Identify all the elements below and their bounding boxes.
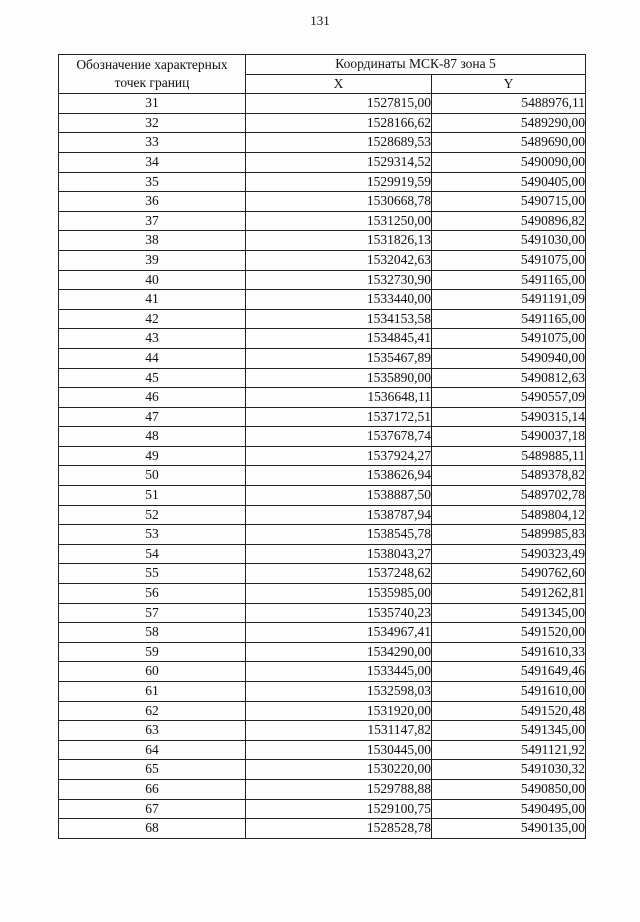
y-coordinate-cell: 5490315,14 [432, 407, 586, 427]
x-coordinate-cell: 1535890,00 [246, 368, 432, 388]
table-row [59, 819, 586, 839]
y-coordinate-cell: 5490405,00 [432, 172, 586, 192]
x-coordinate-cell: 1527815,00 [246, 94, 432, 114]
y-coordinate-cell: 5491345,00 [432, 603, 586, 623]
y-coordinate-cell: 5489290,00 [432, 113, 586, 133]
table-row [59, 721, 586, 741]
table-row [59, 113, 586, 133]
y-coordinate-cell: 5491610,00 [432, 682, 586, 702]
y-coordinate-cell: 5490850,00 [432, 779, 586, 799]
point-number-cell: 63 [59, 721, 246, 741]
point-number-cell: 39 [59, 250, 246, 270]
point-number-cell: 49 [59, 446, 246, 466]
point-number-cell: 35 [59, 172, 246, 192]
y-coordinate-cell: 5491075,00 [432, 329, 586, 349]
point-number-cell: 51 [59, 486, 246, 506]
y-coordinate-cell: 5490940,00 [432, 348, 586, 368]
point-number-cell: 37 [59, 211, 246, 231]
coordinates-table [58, 54, 586, 839]
y-coordinate-cell: 5489378,82 [432, 466, 586, 486]
y-coordinate-cell: 5490495,00 [432, 799, 586, 819]
point-number-cell: 47 [59, 407, 246, 427]
table-row [59, 642, 586, 662]
x-coordinate-cell: 1531250,00 [246, 211, 432, 231]
table-row [59, 584, 586, 604]
table-row [59, 329, 586, 349]
table-row [59, 564, 586, 584]
table-row [59, 290, 586, 310]
x-coordinate-cell: 1532730,90 [246, 270, 432, 290]
point-number-cell: 56 [59, 584, 246, 604]
y-coordinate-cell: 5490557,09 [432, 388, 586, 408]
y-coordinate-cell: 5489690,00 [432, 133, 586, 153]
point-number-cell: 60 [59, 662, 246, 682]
x-coordinate-cell: 1533440,00 [246, 290, 432, 310]
header-point-designation: Обозначение характерных точек границ [59, 55, 246, 94]
x-coordinate-cell: 1538545,78 [246, 525, 432, 545]
table-row [59, 682, 586, 702]
point-number-cell: 38 [59, 231, 246, 251]
table-body [59, 94, 586, 839]
point-number-cell: 55 [59, 564, 246, 584]
table-row [59, 133, 586, 153]
point-number-cell: 65 [59, 760, 246, 780]
table-row [59, 525, 586, 545]
header-row [59, 55, 586, 75]
x-coordinate-cell: 1528528,78 [246, 819, 432, 839]
y-coordinate-cell: 5491030,00 [432, 231, 586, 251]
x-coordinate-cell: 1531826,13 [246, 231, 432, 251]
table-row [59, 779, 586, 799]
table-row [59, 623, 586, 643]
table-row [59, 348, 586, 368]
point-number-cell: 53 [59, 525, 246, 545]
x-coordinate-cell: 1530220,00 [246, 760, 432, 780]
table-row [59, 760, 586, 780]
point-number-cell: 64 [59, 740, 246, 760]
point-number-cell: 43 [59, 329, 246, 349]
x-coordinate-cell: 1530445,00 [246, 740, 432, 760]
x-coordinate-cell: 1531920,00 [246, 701, 432, 721]
x-coordinate-cell: 1534290,00 [246, 642, 432, 662]
table-row [59, 740, 586, 760]
point-number-cell: 52 [59, 505, 246, 525]
header-x: X [246, 74, 432, 94]
y-coordinate-cell: 5491262,81 [432, 584, 586, 604]
x-coordinate-cell: 1528166,62 [246, 113, 432, 133]
point-number-cell: 33 [59, 133, 246, 153]
y-coordinate-cell: 5491165,00 [432, 309, 586, 329]
y-coordinate-cell: 5491121,92 [432, 740, 586, 760]
table-row [59, 544, 586, 564]
point-number-cell: 59 [59, 642, 246, 662]
x-coordinate-cell: 1537924,27 [246, 446, 432, 466]
x-coordinate-cell: 1529100,75 [246, 799, 432, 819]
point-number-cell: 48 [59, 427, 246, 447]
x-coordinate-cell: 1529788,88 [246, 779, 432, 799]
y-coordinate-cell: 5491191,09 [432, 290, 586, 310]
x-coordinate-cell: 1531147,82 [246, 721, 432, 741]
point-number-cell: 45 [59, 368, 246, 388]
table-row [59, 388, 586, 408]
y-coordinate-cell: 5490037,18 [432, 427, 586, 447]
x-coordinate-cell: 1537248,62 [246, 564, 432, 584]
header-y: Y [432, 74, 586, 94]
page-number: 131 [310, 13, 330, 28]
table-row [59, 505, 586, 525]
y-coordinate-cell: 5490896,82 [432, 211, 586, 231]
y-coordinate-cell: 5490135,00 [432, 819, 586, 839]
y-coordinate-cell: 5489985,83 [432, 525, 586, 545]
point-number-cell: 41 [59, 290, 246, 310]
y-coordinate-cell: 5489804,12 [432, 505, 586, 525]
x-coordinate-cell: 1533445,00 [246, 662, 432, 682]
x-coordinate-cell: 1535467,89 [246, 348, 432, 368]
y-coordinate-cell: 5490812,63 [432, 368, 586, 388]
y-coordinate-cell: 5490762,60 [432, 564, 586, 584]
point-number-cell: 31 [59, 94, 246, 114]
y-coordinate-cell: 5491649,46 [432, 662, 586, 682]
y-coordinate-cell: 5489702,78 [432, 486, 586, 506]
table-row [59, 446, 586, 466]
header-coordinates-group: Координаты МСК-87 зона 5 [246, 55, 586, 75]
y-coordinate-cell: 5490323,49 [432, 544, 586, 564]
x-coordinate-cell: 1537172,51 [246, 407, 432, 427]
table-row [59, 192, 586, 212]
y-coordinate-cell: 5491520,48 [432, 701, 586, 721]
x-coordinate-cell: 1538043,27 [246, 544, 432, 564]
x-coordinate-cell: 1538887,50 [246, 486, 432, 506]
table-row [59, 466, 586, 486]
x-coordinate-cell: 1538787,94 [246, 505, 432, 525]
table-row [59, 309, 586, 329]
y-coordinate-cell: 5491345,00 [432, 721, 586, 741]
point-number-cell: 67 [59, 799, 246, 819]
table-row [59, 250, 586, 270]
x-coordinate-cell: 1528689,53 [246, 133, 432, 153]
point-number-cell: 46 [59, 388, 246, 408]
x-coordinate-cell: 1535985,00 [246, 584, 432, 604]
x-coordinate-cell: 1529919,59 [246, 172, 432, 192]
table-row [59, 231, 586, 251]
table-row [59, 368, 586, 388]
table-row [59, 486, 586, 506]
point-number-cell: 57 [59, 603, 246, 623]
y-coordinate-cell: 5490090,00 [432, 152, 586, 172]
x-coordinate-cell: 1532042,63 [246, 250, 432, 270]
y-coordinate-cell: 5489885,11 [432, 446, 586, 466]
point-number-cell: 58 [59, 623, 246, 643]
x-coordinate-cell: 1530668,78 [246, 192, 432, 212]
point-number-cell: 61 [59, 682, 246, 702]
point-number-cell: 44 [59, 348, 246, 368]
x-coordinate-cell: 1532598,03 [246, 682, 432, 702]
table-row [59, 662, 586, 682]
y-coordinate-cell: 5490715,00 [432, 192, 586, 212]
y-coordinate-cell: 5491030,32 [432, 760, 586, 780]
x-coordinate-cell: 1534153,58 [246, 309, 432, 329]
table-row [59, 270, 586, 290]
table-row [59, 603, 586, 623]
x-coordinate-cell: 1529314,52 [246, 152, 432, 172]
y-coordinate-cell: 5491610,33 [432, 642, 586, 662]
point-number-cell: 66 [59, 779, 246, 799]
table-row [59, 701, 586, 721]
point-number-cell: 68 [59, 819, 246, 839]
x-coordinate-cell: 1537678,74 [246, 427, 432, 447]
y-coordinate-cell: 5491520,00 [432, 623, 586, 643]
point-number-cell: 50 [59, 466, 246, 486]
x-coordinate-cell: 1536648,11 [246, 388, 432, 408]
table-row [59, 799, 586, 819]
table-row [59, 152, 586, 172]
table-row [59, 211, 586, 231]
table-row [59, 94, 586, 114]
x-coordinate-cell: 1534967,41 [246, 623, 432, 643]
point-number-cell: 40 [59, 270, 246, 290]
table-row [59, 427, 586, 447]
x-coordinate-cell: 1534845,41 [246, 329, 432, 349]
point-number-cell: 42 [59, 309, 246, 329]
point-number-cell: 36 [59, 192, 246, 212]
x-coordinate-cell: 1535740,23 [246, 603, 432, 623]
x-coordinate-cell: 1538626,94 [246, 466, 432, 486]
y-coordinate-cell: 5488976,11 [432, 94, 586, 114]
table-header [59, 55, 586, 94]
point-number-cell: 34 [59, 152, 246, 172]
table-row [59, 172, 586, 192]
point-number-cell: 32 [59, 113, 246, 133]
point-number-cell: 62 [59, 701, 246, 721]
y-coordinate-cell: 5491075,00 [432, 250, 586, 270]
y-coordinate-cell: 5491165,00 [432, 270, 586, 290]
table-row [59, 407, 586, 427]
point-number-cell: 54 [59, 544, 246, 564]
